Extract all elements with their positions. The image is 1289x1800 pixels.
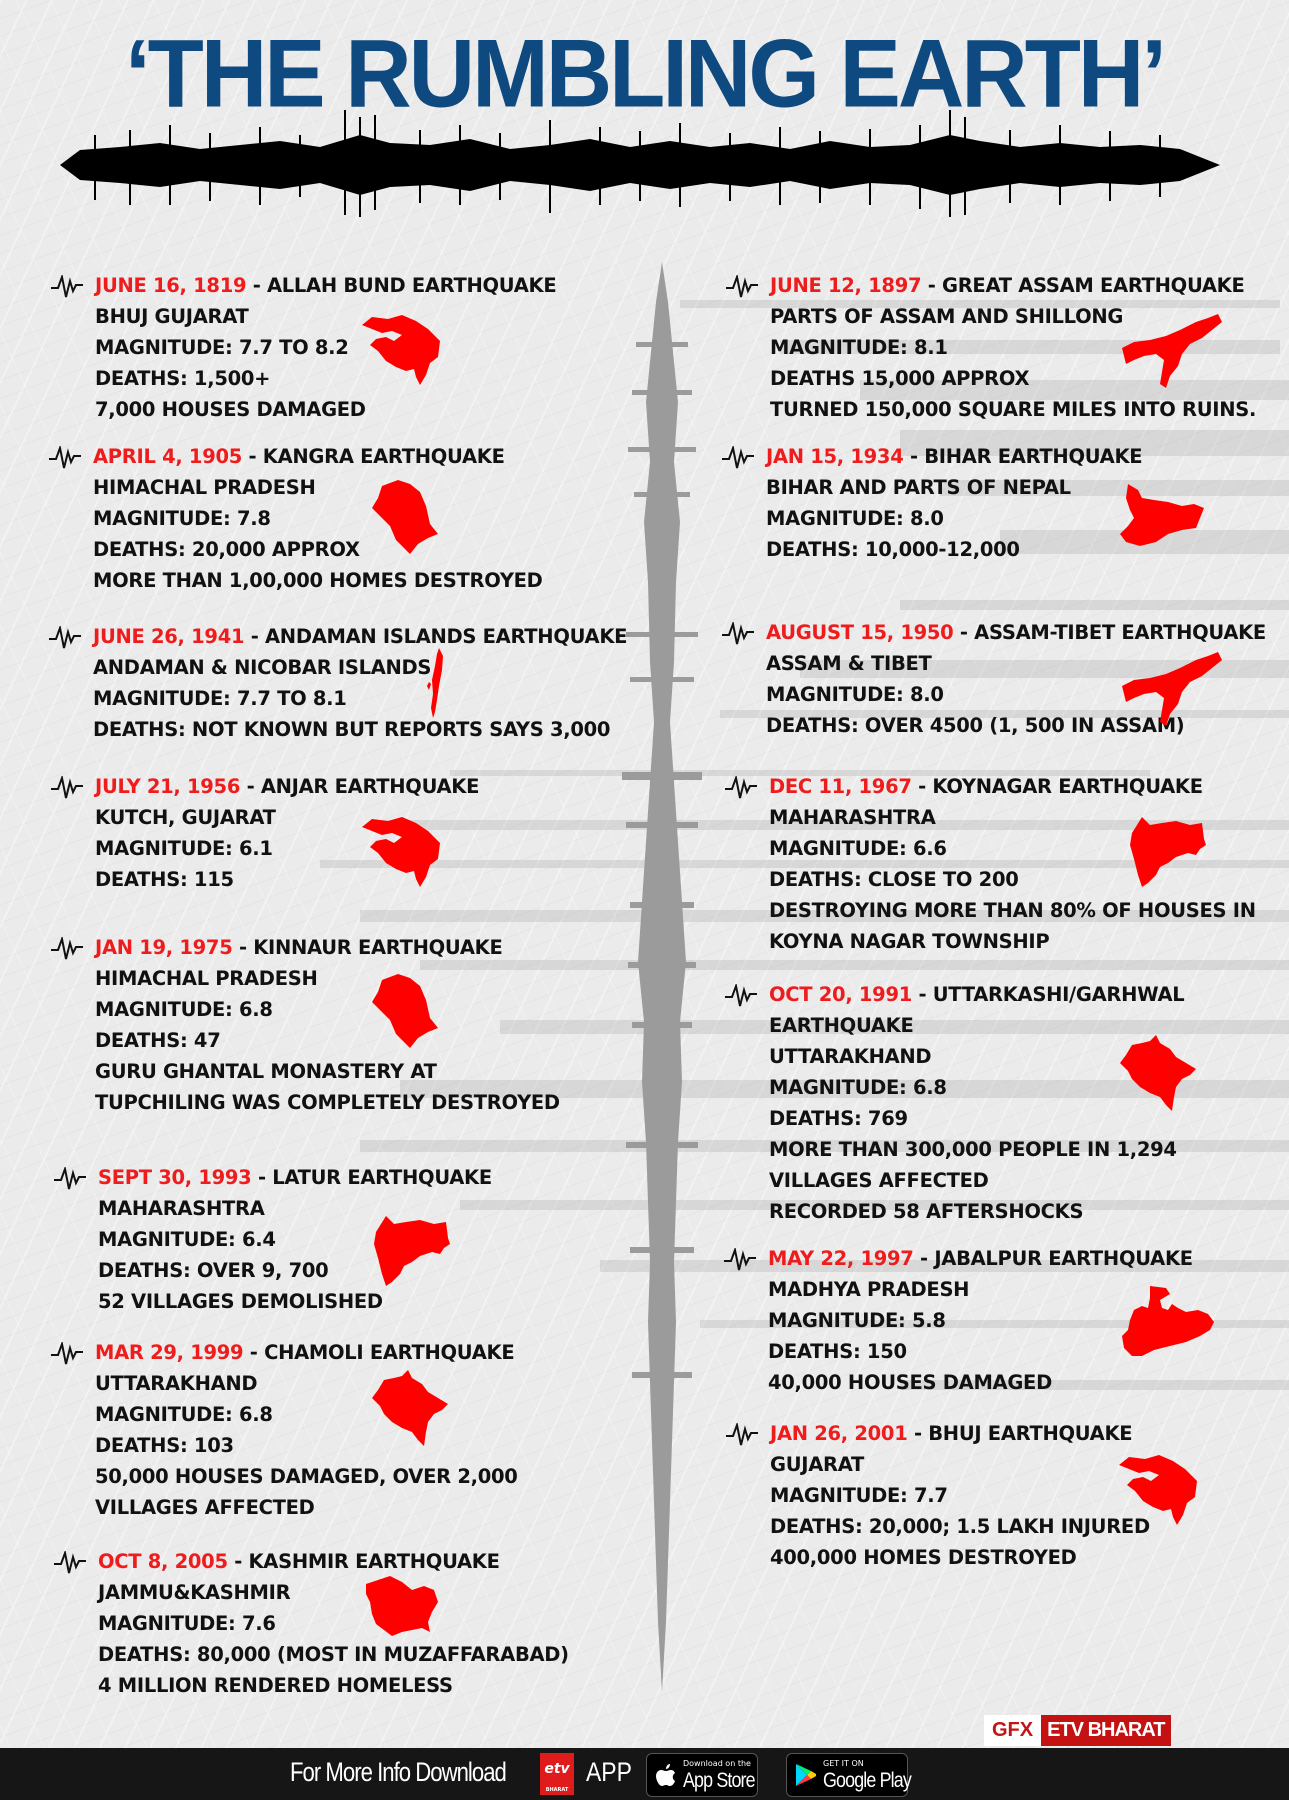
logo-subtext: BHARAT [545,1787,569,1793]
bihar-map-icon [1120,484,1206,546]
app-store-label: App Store [683,1769,755,1792]
page-title: ‘THE RUMBLING EARTH’ [125,20,1164,128]
seismic-pulse-icon [51,1342,83,1366]
event-date: AUGUST 15, 1950 [766,621,954,644]
seismograph-waveform-vertical [612,262,712,1692]
event-location: MAHARASHTRA [98,1197,265,1220]
event-deaths: DEATHS 15,000 APPROX [770,367,1030,390]
earthquake-entry-1819 [95,270,556,425]
event-deaths: DEATHS: 769 [769,1107,908,1130]
event-deaths: DEATHS: 10,000-12,000 [766,538,1020,561]
event-location: ANDAMAN & NICOBAR ISLANDS [93,656,432,679]
event-location: KUTCH, GUJARAT [95,806,276,829]
event-date: JAN 26, 2001 [770,1422,908,1445]
event-location: UTTARAKHAND [95,1372,258,1395]
google-play-small-text: GET IT ON [823,1759,864,1768]
event-title: - GREAT ASSAM EARTHQUAKE [921,274,1245,297]
seismic-pulse-icon [725,984,757,1008]
brand-label: ETV BHARAT [1041,1715,1170,1746]
event-magnitude: MAGNITUDE: 8.0 [766,683,944,706]
event-magnitude: MAGNITUDE: 6.8 [95,998,273,1021]
event-date: JUNE 16, 1819 [95,274,247,297]
event-magnitude: MAGNITUDE: 7.6 [98,1612,276,1635]
seismic-pulse-icon [722,446,754,470]
event-title: - BIHAR EARTHQUAKE [903,445,1143,468]
event-deaths: DEATHS: 47 [95,1029,221,1052]
event-title-continued: EARTHQUAKE [769,1014,914,1037]
event-location: GUJARAT [770,1453,864,1476]
event-date: DEC 11, 1967 [769,775,912,798]
event-damage: 400,000 HOMES DESTROYED [770,1546,1077,1569]
event-deaths: DEATHS: 80,000 (MOST IN MUZAFFARABAD) [98,1643,569,1666]
jammu-kashmir-map-icon [362,1576,442,1638]
event-damage: VILLAGES AFFECTED [95,1496,315,1519]
event-location: HIMACHAL PRADESH [95,967,318,990]
event-date: SEPT 30, 1993 [98,1166,252,1189]
apple-icon [656,1763,676,1787]
event-date: JUNE 12, 1897 [770,274,922,297]
seismic-pulse-icon [51,937,83,961]
event-date: MAR 29, 1999 [95,1341,244,1364]
gujarat-map-icon [360,815,445,887]
event-title: - KINNAUR EARTHQUAKE [232,936,503,959]
event-deaths: DEATHS: 20,000; 1.5 LAKH INJURED [770,1515,1150,1538]
seismic-pulse-icon [726,1423,758,1447]
himachal-pradesh-map-icon [370,972,442,1050]
event-damage: VILLAGES AFFECTED [769,1169,989,1192]
event-deaths: DEATHS: 20,000 APPROX [93,538,360,561]
event-deaths: DEATHS: 103 [95,1434,234,1457]
event-deaths: DEATHS: OVER 9, 700 [98,1259,329,1282]
logo-text: etv [544,1761,570,1777]
event-magnitude: MAGNITUDE: 6.8 [769,1076,947,1099]
event-title: - CHAMOLI EARTHQUAKE [243,1341,515,1364]
earthquake-entry-1934 [766,441,1142,565]
seismic-pulse-icon [722,622,754,646]
event-title: - ANDAMAN ISLANDS EARTHQUAKE [244,625,628,648]
gfx-credit-badge [984,1715,1171,1746]
gfx-label: GFX [984,1715,1041,1746]
andaman-nicobar-map-icon [425,648,447,718]
event-magnitude: MAGNITUDE: 6.8 [95,1403,273,1426]
event-location: HIMACHAL PRADESH [93,476,316,499]
gujarat-map-icon [1117,1453,1202,1525]
event-title: - KOYNAGAR EARTHQUAKE [911,775,1203,798]
event-magnitude: MAGNITUDE: 6.4 [98,1228,276,1251]
google-play-icon [796,1764,816,1786]
event-magnitude: MAGNITUDE: 7.8 [93,507,271,530]
event-damage: 52 VILLAGES DEMOLISHED [98,1290,383,1313]
event-deaths: DEATHS: CLOSE TO 200 [769,868,1019,891]
event-magnitude: MAGNITUDE: 7.7 TO 8.1 [93,687,347,710]
event-damage: 40,000 HOUSES DAMAGED [768,1371,1052,1394]
event-location: UTTARAKHAND [769,1045,932,1068]
event-title: - UTTARKASHI/GARHWAL [911,983,1185,1006]
event-title: - JABALPUR EARTHQUAKE [913,1247,1193,1270]
event-damage: 4 MILLION RENDERED HOMELESS [98,1674,453,1697]
event-damage: DESTROYING MORE THAN 80% OF HOUSES IN [769,899,1256,922]
event-deaths: DEATHS: NOT KNOWN BUT REPORTS SAYS 3,000 [93,718,611,741]
seismic-pulse-icon [49,446,81,470]
event-deaths: DEATHS: 1,500+ [95,367,271,390]
download-app-footer [0,1748,1289,1800]
event-damage: MORE THAN 1,00,000 HOMES DESTROYED [93,569,543,592]
seismic-pulse-icon [49,626,81,650]
seismic-pulse-icon [724,1248,756,1272]
event-title: - KANGRA EARTHQUAKE [242,445,505,468]
event-title: - LATUR EARTHQUAKE [251,1166,492,1189]
event-magnitude: MAGNITUDE: 5.8 [768,1309,946,1332]
seismic-pulse-icon [54,1167,86,1191]
event-damage: TURNED 150,000 SQUARE MILES INTO RUINS. [770,398,1257,421]
event-location: MADHYA PRADESH [768,1278,970,1301]
google-play-button[interactable] [786,1753,911,1797]
event-location: MAHARASHTRA [769,806,936,829]
event-title: - ANJAR EARTHQUAKE [240,775,480,798]
event-aftershocks: RECORDED 58 AFTERSHOCKS [769,1200,1084,1223]
event-damage: GURU GHANTAL MONASTERY AT [95,1060,437,1083]
event-damage: KOYNA NAGAR TOWNSHIP [769,930,1050,953]
event-magnitude: MAGNITUDE: 8.0 [766,507,944,530]
maharashtra-map-icon [1128,815,1214,887]
event-date: OCT 20, 1991 [769,983,912,1006]
event-damage: MORE THAN 300,000 PEOPLE IN 1,294 [769,1138,1177,1161]
event-location: ASSAM & TIBET [766,652,932,675]
event-magnitude: MAGNITUDE: 7.7 [770,1484,948,1507]
event-location: JAMMU&KASHMIR [98,1581,291,1604]
google-play-label: Google Play [823,1769,911,1792]
event-title: - ALLAH BUND EARTHQUAKE [246,274,557,297]
event-title: - BHUJ EARTHQUAKE [907,1422,1133,1445]
seismic-pulse-icon [51,275,83,299]
event-title: - ASSAM-TIBET EARTHQUAKE [953,621,1266,644]
event-date: MAY 22, 1997 [768,1247,914,1270]
app-store-small-text: Download on the [683,1759,751,1768]
event-damage: TUPCHILING WAS COMPLETELY DESTROYED [95,1091,560,1114]
event-location: BIHAR AND PARTS OF NEPAL [766,476,1071,499]
event-location: PARTS OF ASSAM AND SHILLONG [770,305,1124,328]
event-deaths: DEATHS: OVER 4500 (1, 500 IN ASSAM) [766,714,1185,737]
assam-map-icon [1120,652,1224,730]
seismic-pulse-icon [51,776,83,800]
event-damage: 7,000 HOUSES DAMAGED [95,398,366,421]
event-deaths: DEATHS: 150 [768,1340,907,1363]
himachal-pradesh-map-icon [370,478,442,556]
earthquake-entry-2005 [98,1546,569,1701]
event-title: - KASHMIR EARTHQUAKE [227,1550,500,1573]
maharashtra-map-icon [372,1214,458,1286]
app-store-button[interactable] [646,1753,758,1797]
seismic-pulse-icon [54,1551,86,1575]
event-date: JUNE 26, 1941 [93,625,245,648]
earthquake-entry-1941 [93,621,627,745]
event-damage: 50,000 HOUSES DAMAGED, OVER 2,000 [95,1465,518,1488]
footer-app-label: APP [586,1757,632,1787]
seismograph-waveform-banner [60,105,1220,225]
madhya-pradesh-map-icon [1120,1286,1216,1360]
earthquake-entry-1999 [95,1337,518,1523]
event-date: JAN 19, 1975 [95,936,233,959]
event-magnitude: MAGNITUDE: 6.1 [95,837,273,860]
event-magnitude: MAGNITUDE: 7.7 TO 8.2 [95,336,349,359]
event-deaths: DEATHS: 115 [95,868,234,891]
earthquake-entry-2001 [770,1418,1150,1573]
event-location: BHUJ GUJARAT [95,305,249,328]
event-magnitude: MAGNITUDE: 8.1 [770,336,948,359]
event-magnitude: MAGNITUDE: 6.6 [769,837,947,860]
event-date: APRIL 4, 1905 [93,445,243,468]
event-date: JULY 21, 1956 [95,775,241,798]
uttarakhand-map-icon [1120,1035,1198,1111]
earthquake-entry-1975 [95,932,560,1118]
uttarakhand-map-icon [372,1370,450,1446]
etv-bharat-app-logo[interactable] [540,1753,574,1795]
footer-promo-text: For More Info Download [290,1757,506,1787]
event-date: OCT 8, 2005 [98,1550,228,1573]
seismic-pulse-icon [725,776,757,800]
seismic-pulse-icon [726,275,758,299]
event-date: JAN 15, 1934 [766,445,904,468]
earthquake-entry-1905 [93,441,543,596]
assam-map-icon [1120,314,1224,392]
gujarat-map-icon [360,313,445,385]
